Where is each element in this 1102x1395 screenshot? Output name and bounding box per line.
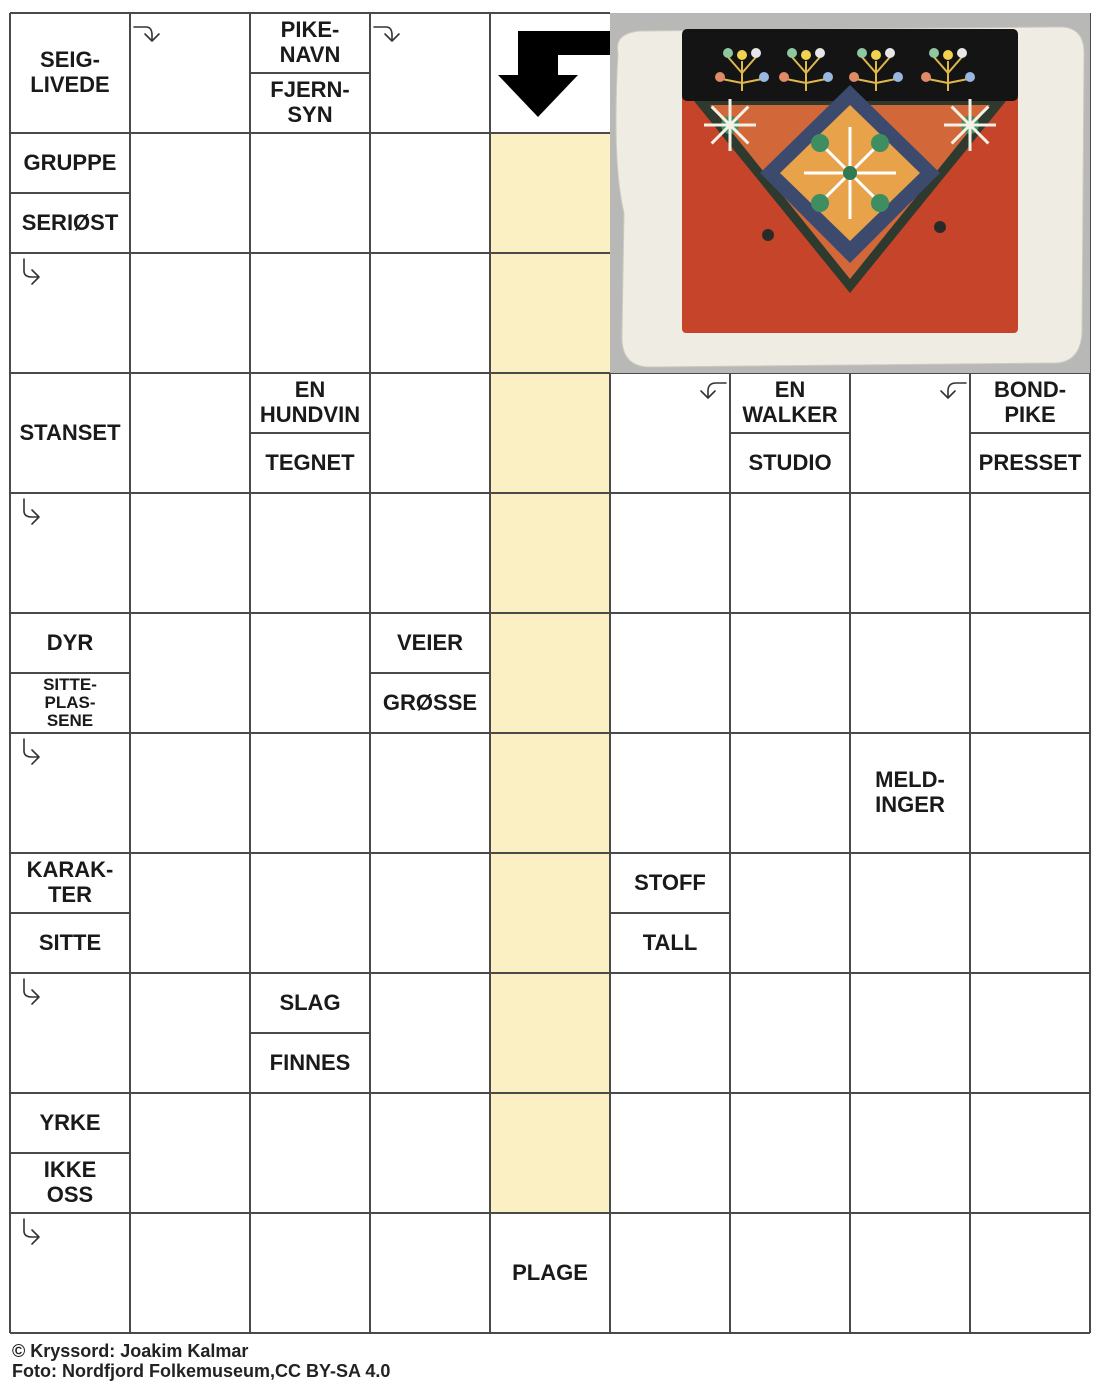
clue-text: BOND- PIKE [993, 377, 1067, 427]
answer-cell[interactable] [490, 373, 610, 493]
clue-text: STUDIO [748, 449, 832, 475]
answer-cell[interactable] [130, 973, 250, 1093]
clue-text: IKKE OSS [43, 1157, 97, 1207]
clue-text: TEGNET [265, 449, 355, 475]
answer-cell[interactable] [370, 1213, 490, 1333]
answer-cell[interactable] [250, 733, 370, 853]
answer-cell[interactable] [730, 733, 850, 853]
clue-text: FJERN- SYN [270, 77, 350, 127]
answer-cell[interactable] [850, 1093, 970, 1213]
answer-cell[interactable] [490, 133, 610, 253]
answer-cell[interactable] [610, 373, 730, 493]
answer-cell[interactable] [850, 493, 970, 613]
answer-cell[interactable] [610, 493, 730, 613]
clue-text: TALL [642, 929, 698, 955]
answer-cell[interactable] [250, 1213, 370, 1333]
answer-cell[interactable] [130, 1213, 250, 1333]
answer-cell[interactable] [490, 253, 610, 373]
clue-text: EN HUNDVIN [259, 377, 361, 427]
answer-cell[interactable] [130, 493, 250, 613]
answer-cell[interactable] [490, 613, 610, 733]
clue-text: DYR [46, 629, 94, 655]
answer-cell[interactable] [370, 733, 490, 853]
answer-cell[interactable] [130, 733, 250, 853]
credits [12, 1341, 390, 1381]
answer-cell[interactable] [730, 1093, 850, 1213]
answer-cell[interactable] [250, 133, 370, 253]
answer-cell[interactable] [10, 493, 130, 613]
answer-cell[interactable] [10, 253, 130, 373]
answer-cell[interactable] [730, 973, 850, 1093]
answer-cell[interactable] [490, 733, 610, 853]
answer-cell[interactable] [130, 1093, 250, 1213]
clue-text: SITTE [38, 929, 102, 955]
clue-text: MELD- INGER [875, 767, 945, 817]
answer-cell[interactable] [970, 613, 1090, 733]
answer-cell[interactable] [10, 1213, 130, 1333]
answer-cell[interactable] [850, 1213, 970, 1333]
clue-text: SEIG- LIVEDE [30, 47, 110, 97]
answer-cell[interactable] [730, 493, 850, 613]
credit-photo: Foto: Nordfjord Folkemuseum,CC BY-SA 4.0 [12, 1361, 391, 1381]
answer-cell[interactable] [610, 1093, 730, 1213]
clue-text: SERIØST [21, 209, 119, 235]
clue-text: KARAK- TER [26, 857, 114, 907]
answer-cell[interactable] [370, 973, 490, 1093]
clue-text: PLAGE [512, 1259, 588, 1285]
clue-text: FINNES [269, 1049, 351, 1075]
clue-text: EN WALKER [742, 377, 838, 427]
answer-cell[interactable] [370, 253, 490, 373]
answer-cell[interactable] [130, 853, 250, 973]
clue-text: GRØSSE [382, 689, 478, 715]
credit-crossword: © Kryssord: Joakim Kalmar [12, 1341, 249, 1361]
clue-text: SLAG [279, 989, 341, 1015]
clue-text: STANSET [19, 419, 121, 445]
answer-cell[interactable] [850, 973, 970, 1093]
clue-text: VEIER [396, 629, 464, 655]
answer-cell[interactable] [130, 13, 250, 133]
big-down-arrow-icon [498, 31, 610, 117]
answer-cell[interactable] [490, 853, 610, 973]
answer-cell[interactable] [970, 1093, 1090, 1213]
answer-cell[interactable] [370, 493, 490, 613]
answer-cell[interactable] [10, 733, 130, 853]
answer-cell[interactable] [850, 373, 970, 493]
answer-cell[interactable] [130, 133, 250, 253]
answer-cell[interactable] [730, 1213, 850, 1333]
answer-cell[interactable] [970, 973, 1090, 1093]
answer-cell[interactable] [610, 973, 730, 1093]
answer-cell[interactable] [490, 973, 610, 1093]
answer-cell[interactable] [370, 853, 490, 973]
answer-cell[interactable] [850, 613, 970, 733]
answer-cell[interactable] [970, 853, 1090, 973]
answer-cell[interactable] [250, 613, 370, 733]
answer-cell[interactable] [250, 1093, 370, 1213]
answer-cell[interactable] [970, 493, 1090, 613]
clue-text: GRUPPE [23, 149, 117, 175]
answer-cell[interactable] [370, 13, 490, 133]
answer-cell[interactable] [490, 493, 610, 613]
answer-cell[interactable] [10, 973, 130, 1093]
clue-text: YRKE [39, 1109, 101, 1135]
answer-cell[interactable] [250, 493, 370, 613]
answer-cell[interactable] [610, 613, 730, 733]
answer-cell[interactable] [130, 253, 250, 373]
answer-cell[interactable] [370, 1093, 490, 1213]
embroidered-bodice-photo [610, 13, 1090, 373]
answer-cell[interactable] [370, 133, 490, 253]
answer-cell[interactable] [970, 733, 1090, 853]
answer-cell[interactable] [850, 853, 970, 973]
clue-text: STOFF [634, 869, 706, 895]
answer-cell[interactable] [610, 1213, 730, 1333]
answer-cell[interactable] [730, 613, 850, 733]
answer-cell[interactable] [130, 373, 250, 493]
answer-cell[interactable] [610, 733, 730, 853]
answer-cell[interactable] [370, 373, 490, 493]
clue-text: PRESSET [978, 449, 1082, 475]
answer-cell[interactable] [130, 613, 250, 733]
answer-cell[interactable] [250, 253, 370, 373]
clue-text: PIKE- NAVN [279, 17, 341, 67]
answer-cell[interactable] [490, 1093, 610, 1213]
answer-cell[interactable] [970, 1213, 1090, 1333]
clue-text: SITTE- PLAS- SENE [43, 675, 97, 730]
answer-cell[interactable] [250, 853, 370, 973]
answer-cell[interactable] [730, 853, 850, 973]
